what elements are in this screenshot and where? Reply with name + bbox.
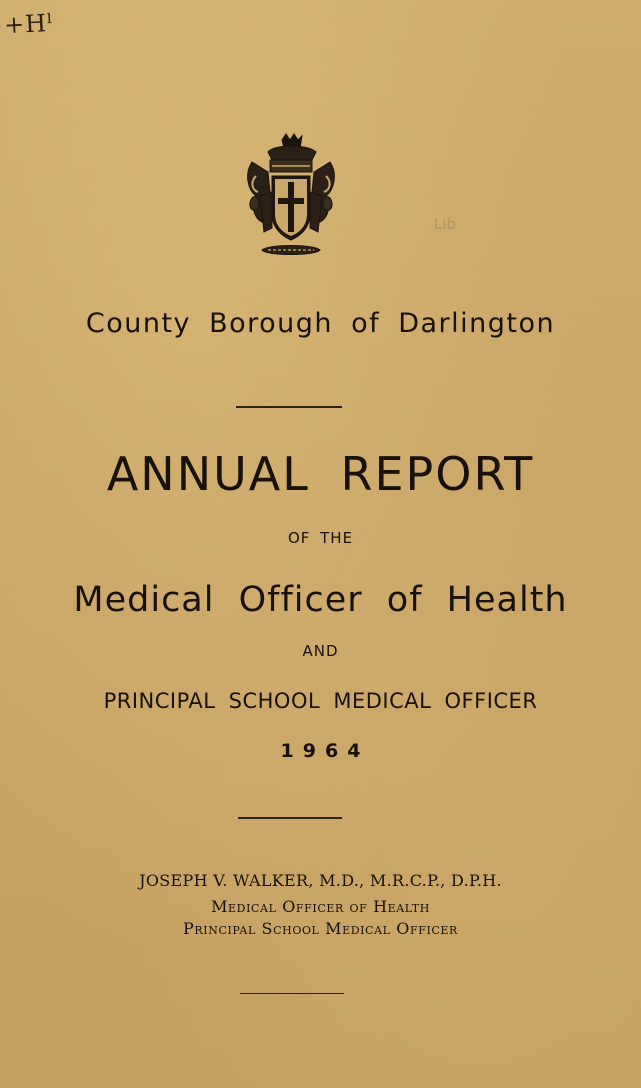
handwritten-shelf-mark: +Hˡ xyxy=(3,8,55,40)
author-name: JOSEPH V. WALKER, M.D., M.R.C.P., D.P.H. xyxy=(139,871,502,890)
report-year: 1964 xyxy=(280,740,370,762)
borough-name: County Borough of Darlington xyxy=(85,308,556,339)
divider-top xyxy=(236,406,342,408)
author-role-moh: Medical Officer of Health xyxy=(211,897,430,916)
author-role-psmo: Principal School Medical Officer xyxy=(183,919,458,938)
divider-bottom xyxy=(240,993,344,994)
coat-of-arms-icon xyxy=(238,132,344,272)
report-title: ANNUAL REPORT xyxy=(106,447,535,501)
and-label: AND xyxy=(302,642,339,660)
office-medical-officer: Medical Officer of Health xyxy=(73,580,568,620)
divider-middle xyxy=(238,817,342,819)
faint-library-stamp: Lib xyxy=(434,215,457,233)
of-the-label: OF THE xyxy=(287,529,354,547)
office-school-medical-officer: PRINCIPAL SCHOOL MEDICAL OFFICER xyxy=(103,689,538,713)
